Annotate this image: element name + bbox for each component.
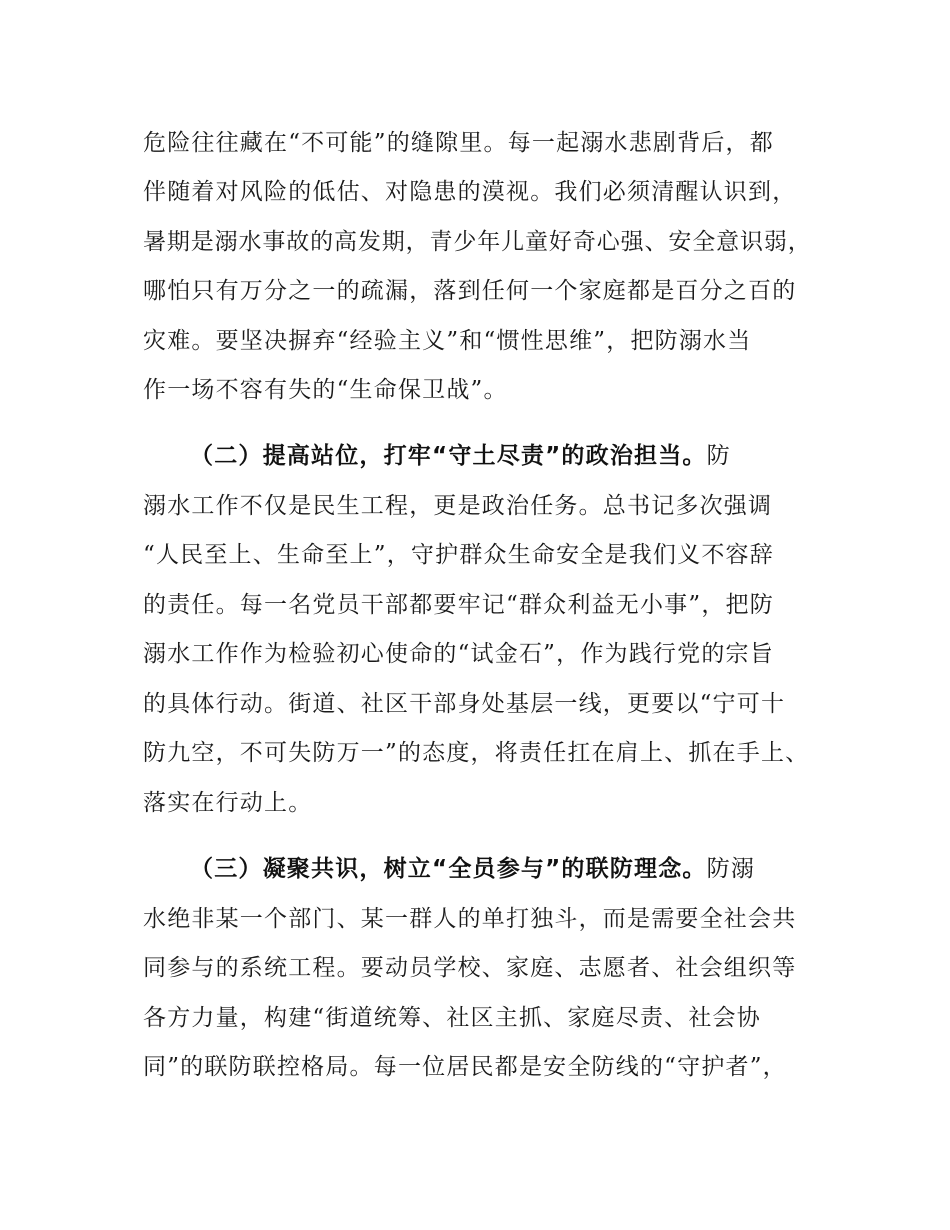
body-text: 防溺: [706, 856, 756, 882]
body-text-line: 的具体行动。街道、社区干部身处基层一线，更要以“宁可十: [143, 691, 786, 717]
body-text-line: 同参与的系统工程。要动员学校、家庭、志愿者、社会组织等: [143, 955, 797, 981]
body-text-line: 灾难。要坚决摒弃“经验主义”和“惯性思维”，把防溺水当: [143, 328, 752, 354]
body-text-line: 伴随着对风险的低估、对隐患的漠视。我们必须清醒认识到，: [143, 179, 797, 205]
body-text-line: 同”的联防联控格局。每一位居民都是安全防线的“守护者”，: [143, 1054, 787, 1080]
section-heading: （三）凝聚共识，树立“全员参与”的联防理念。: [190, 856, 707, 882]
section-heading: （二）提高站位，打牢“守土尽责”的政治担当。: [190, 443, 707, 469]
body-text-line: 水绝非某一个部门、某一群人的单打独斗，而是需要全社会共: [143, 906, 797, 932]
body-text-line: 防九空，不可失防万一”的态度，将责任扛在肩上、抓在手上、: [143, 740, 810, 766]
body-text-line: 落实在行动上。: [143, 790, 313, 816]
body-text-line: “人民至上、生命至上”，守护群众生命安全是我们义不容辞: [143, 542, 774, 568]
body-text-line: 的责任。每一名党员干部都要牢记“群众利益无小事”，把防: [143, 592, 774, 618]
section-heading-line: [190, 853, 755, 885]
body-text-line: 各方力量，构建“街道统筹、社区主抓、家庭尽责、社会协: [143, 1005, 761, 1031]
body-text-line: 哪怕只有万分之一的疏漏，落到任何一个家庭都是百分之百的: [143, 278, 797, 304]
body-text-line: 作一场不容有失的“生命保卫战”。: [143, 377, 508, 403]
body-text-line: 暑期是溺水事故的高发期，青少年儿童好奇心强、安全意识弱，: [143, 229, 812, 255]
section-heading-line: [190, 440, 731, 472]
body-text-line: 溺水工作作为检验初心使命的“试金石”，作为践行党的宗旨: [143, 641, 774, 667]
body-text-line: 危险往往藏在“不可能”的缝隙里。每一起溺水悲剧背后，都: [143, 130, 774, 156]
body-text-line: 溺水工作不仅是民生工程，更是政治任务。总书记多次强调: [143, 493, 773, 519]
body-text: 防: [706, 443, 731, 469]
